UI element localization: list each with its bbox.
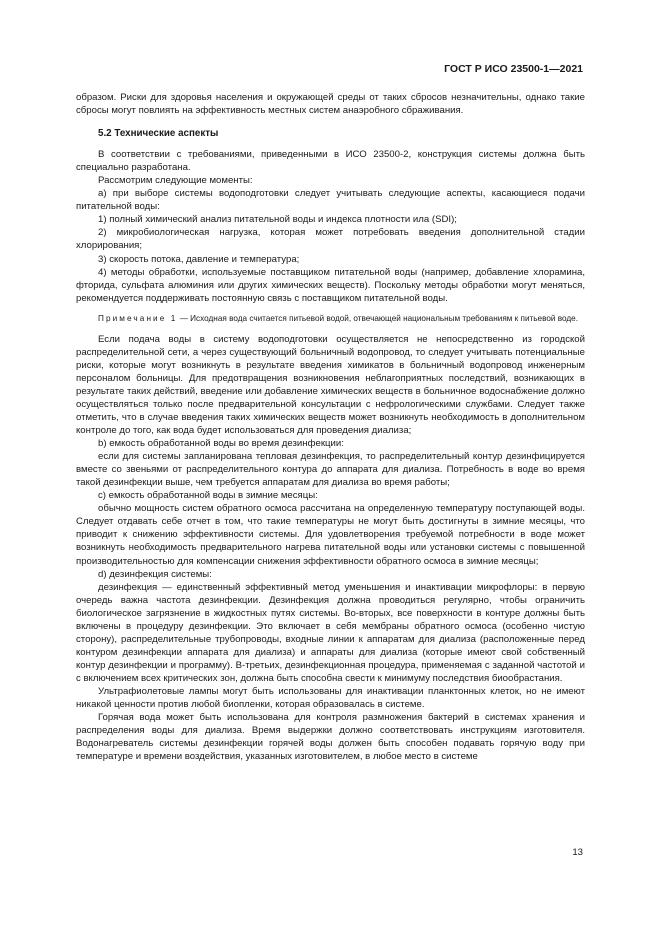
paragraph: обычно мощность систем обратного осмоса рассчитана на определенную температуру поступающей воды. Следует отдавать себе отчет в том, что такие температуры не могут быть достигнуты в зимние месяцы, что приводит к снижению эффективности системы. Для удовлетворения требуемой потребности в воде может возникнуть необходимость предварительного нагрева питательной воды или установки системы с повышенной производительностью для компенсации снижения эффективности обратного осмоса в зимние месяцы;	[76, 503, 585, 567]
note	[76, 313, 585, 324]
paragraph: Рассмотрим следующие моменты:	[98, 175, 253, 187]
document-body	[76, 91, 585, 763]
list-item: c) емкость обработанной воды в зимние месяцы:	[98, 490, 318, 502]
paragraph: если для системы запланирована тепловая дезинфекция, то распределительный контур дезинфицируется вместе со звеньями от распределительного контура до аппарата для диализа. Потребность в воде во время такой дезинфекции выше, чем требуется аппаратам для диализа во время работы;	[76, 451, 585, 489]
list-item: 2) микробиологическая нагрузка, которая может потребовать введения дополнительной стадии хлорирования;	[76, 227, 585, 252]
paragraph: Если подача воды в систему водоподготовки осуществляется не непосредственно из городской распределительной сети, а через существующий больничный водопровод, то следует учитывать потенциальные риски, которые могут возникнуть в результате введения химикатов в больничный водопровод инженерным персоналом больницы. Для предотвращения возникновения неблагоприятных последствий, возникающих в результате таких действий, введение или добавление химических веществ в больничное водоснабжение должно осуществляться только после предварительной консультации с нефрологическими службами. Следует также отметить, что в случае введения таких химических веществ может возникнуть необходимость в дополнительном контроле до того, как вода будет использоваться для проведения диализа;	[76, 333, 585, 437]
paragraph: Горячая вода может быть использована для контроля размножения бактерий в системах хранения и распределения воды для диализа. Время выдержки должно соответствовать инструкциям изготовителя. Водонагреватель системы дезинфекции горячей воды должен быть способен подавать горячую воду при температуре и времени воздействия, указанных изготовителем, в любое место в системе	[76, 712, 585, 763]
paragraph: дезинфекция — единственный эффективный метод уменьшения и инактивации микрофлоры: в первую очередь важна частота дезинфекции. Дезинфекция должна проводиться регулярно, чтобы ограничить биологическое загрязнение в жидкостных путях системы. Во-вторых, все поверхности в контуре должны быть включены в процедуру дезинфекции. Это включает в себя мембраны обратного осмоса (особенно чистую сторону), распределительные трубопроводы, входные линии к аппаратам для диализа (расположенные перед контуром дезинфекции аппарата для диализа) и аппараты для диализа (которые имеют свой собственный контур дезинфекции и программу). В-третьих, дезинфекционная процедура, применяемая с заданной частотой и с включением всех критических зон, должна быть способна свести к минимуму последствия биообрастания.	[76, 581, 585, 684]
list-item: 3) скорость потока, давление и температура;	[98, 253, 300, 265]
paragraph: Ультрафиолетовые лампы могут быть использованы для инактивации планктонных клеток, но не имеют никакой ценности против любой биопленки, которая образовалась в системе.	[76, 685, 585, 711]
document-code: ГОСТ Р ИСО 23500-1—2021	[444, 63, 583, 75]
list-item: а) при выборе системы водоподготовки следует учитывать следующие аспекты, касающиеся подачи питательной воды:	[76, 188, 585, 213]
paragraph: В соответствии с требованиями, приведенными в ИСО 23500-2, конструкция системы должна быть специально разработана.	[76, 149, 585, 174]
note-text: — Исходная вода считается питьевой водой, отвечающей национальным требованиям к питьевой воде.	[179, 313, 578, 323]
list-item: b) емкость обработанной воды во время дезинфекции:	[98, 438, 344, 450]
list-item: 4) методы обработки, используемые поставщиком питательной воды (например, добавление хлорамина, фторида, сульфата алюминия или других химических веществ). Поскольку методы обработки могут меняться, рекомендуется поддерживать постоянную связь с поставщиком питательной воды.	[76, 266, 585, 304]
list-item: 1) полный химический анализ питательной воды и индекса плотности ила (SDI);	[98, 214, 457, 226]
note-label: Примечание 1	[98, 313, 178, 323]
page-number: 13	[572, 847, 583, 858]
list-item: d) дезинфекция системы:	[98, 568, 212, 580]
paragraph: образом. Риски для здоровья населения и окружающей среды от таких сбросов незначительны, однако такие сбросы могут повлиять на эффективность местных систем анаэробного сбраживания.	[76, 92, 585, 117]
section-heading: 5.2 Технические аспекты	[98, 128, 219, 140]
